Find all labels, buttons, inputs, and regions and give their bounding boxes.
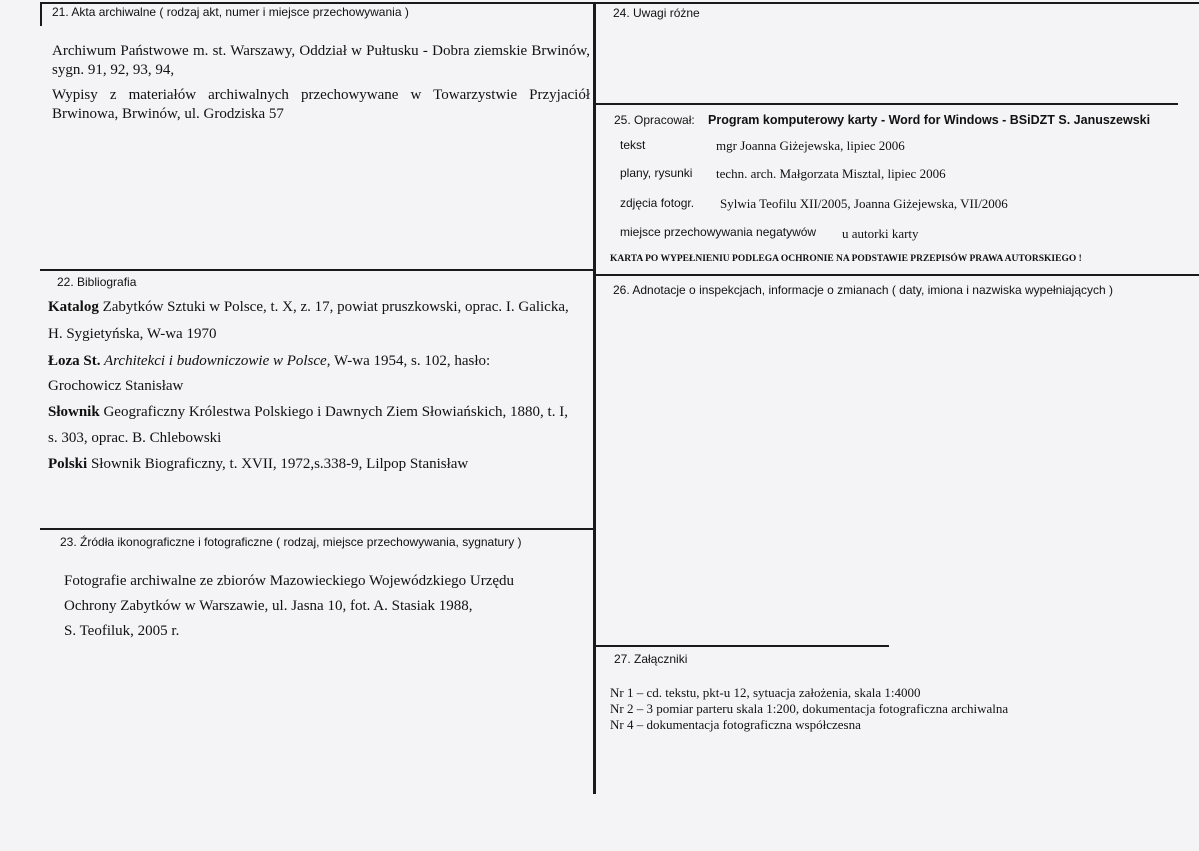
- attachment-item-2: Nr 2 – 3 pomiar parteru skala 1:200, dokumentacja fotograficzna archiwalna: [610, 701, 1009, 716]
- section-23-line-2: Ochrony Zabytków w Warszawie, ul. Jasna 10, fot. A. Stasiak 1988,: [64, 598, 473, 614]
- section-27-header: 27. Załączniki: [614, 652, 688, 666]
- bib-bold: Słownik: [48, 404, 100, 420]
- bibliography-entry-slownik: [48, 404, 568, 421]
- section-23-line-1: Fotografie archiwalne ze zbiorów Mazowieckiego Wojewódzkiego Urzędu: [64, 573, 515, 589]
- label-plany-rysunki: plany, rysunki: [620, 166, 693, 180]
- bib-italic-title: Architekci i budowniczowie w Polsce: [100, 353, 327, 369]
- copyright-notice: KARTA PO WYPEŁNIENIU PODLEGA OCHRONIE NA PODSTAWIE PRZEPISÓW PRAWA AUTORSKIEGO !: [610, 254, 1082, 264]
- divider-26-27: [595, 645, 889, 647]
- section-25-header: 25. Opracował:: [614, 113, 695, 127]
- value-zdjecia-fotogr: Sylwia Teofilu XII/2005, Joanna Giżejewska, VII/2006: [720, 196, 1008, 211]
- bibliography-entry-loza: [48, 353, 490, 370]
- left-border: [40, 2, 42, 26]
- section-24-header: 24. Uwagi różne: [613, 6, 700, 20]
- bib-text: Słownik Biograficzny, t. XVII, 1972,s.338-9, Lilpop Stanisław: [87, 456, 469, 472]
- vertical-divider: [593, 2, 596, 794]
- top-border: [40, 2, 1199, 4]
- section-25-program: Program komputerowy karty - Word for Windows - BSiDZT S. Januszewski: [708, 113, 1151, 127]
- divider-25-26: [595, 274, 1199, 276]
- bibliography-entry-loza-cont: Grochowicz Stanisław: [48, 378, 184, 394]
- divider-24-25: [595, 103, 1178, 105]
- attachment-item-1: Nr 1 – cd. tekstu, pkt-u 12, sytuacja założenia, skala 1:4000: [610, 685, 921, 700]
- divider-21-22: [40, 269, 595, 271]
- bib-text: , W-wa 1954, s. 102, hasło:: [326, 353, 491, 369]
- bibliography-entry-polski: [48, 456, 468, 473]
- bibliography-entry-katalog: [48, 299, 569, 316]
- label-zdjecia-fotogr: zdjęcia fotogr.: [620, 196, 695, 210]
- attachment-item-3: Nr 4 – dokumentacja fotograficzna współczesna: [610, 717, 861, 732]
- label-miejsce-negatywow: miejsce przechowywania negatywów: [620, 225, 817, 239]
- section-21-paragraph-1: Archiwum Państwowe m. st. Warszawy, Oddział w Pułtusku - Dobra ziemskie Brwinów, sygn. 91, 92, 93, 94,: [52, 43, 590, 78]
- section-21-header: 21. Akta archiwalne ( rodzaj akt, numer i miejsce przechowywania ): [52, 5, 409, 19]
- section-23-header: 23. Źródła ikonograficzne i fotograficzne ( rodzaj, miejsce przechowywania, sygnatury ): [60, 535, 522, 549]
- value-miejsce-negatywow: u autorki karty: [842, 226, 919, 241]
- bib-text: Geograficzny Królestwa Polskiego i Dawnych Ziem Słowiańskich, 1880, t. I,: [99, 404, 568, 420]
- value-tekst: mgr Joanna Giżejewska, lipiec 2006: [716, 138, 905, 153]
- bib-bold: Łoza St.: [48, 353, 101, 369]
- section-26-header: 26. Adnotacje o inspekcjach, informacje o zmianach ( daty, imiona i nazwiska wypełniających ): [613, 283, 1114, 297]
- bib-text: Zabytków Sztuki w Polsce, t. X, z. 17, powiat pruszkowski, oprac. I. Galicka,: [98, 299, 569, 315]
- bib-bold: Katalog: [48, 299, 99, 315]
- section-23-line-3: S. Teofiluk, 2005 r.: [64, 623, 180, 639]
- divider-22-23: [40, 528, 595, 530]
- section-21-paragraph-2: Wypisy z materiałów archiwalnych przechowywane w Towarzystwie Przyjaciół Brwinowa, Brwinów, ul. Grodziska 57: [52, 87, 590, 122]
- bib-bold: Polski: [48, 456, 88, 472]
- label-tekst: tekst: [620, 138, 646, 152]
- bibliography-entry-katalog-cont: H. Sygietyńska, W-wa 1970: [48, 326, 217, 342]
- bibliography-entry-slownik-cont: s. 303, oprac. B. Chlebowski: [48, 430, 222, 446]
- value-plany-rysunki: techn. arch. Małgorzata Misztal, lipiec 2006: [716, 166, 946, 181]
- section-22-header: 22. Bibliografia: [57, 275, 137, 289]
